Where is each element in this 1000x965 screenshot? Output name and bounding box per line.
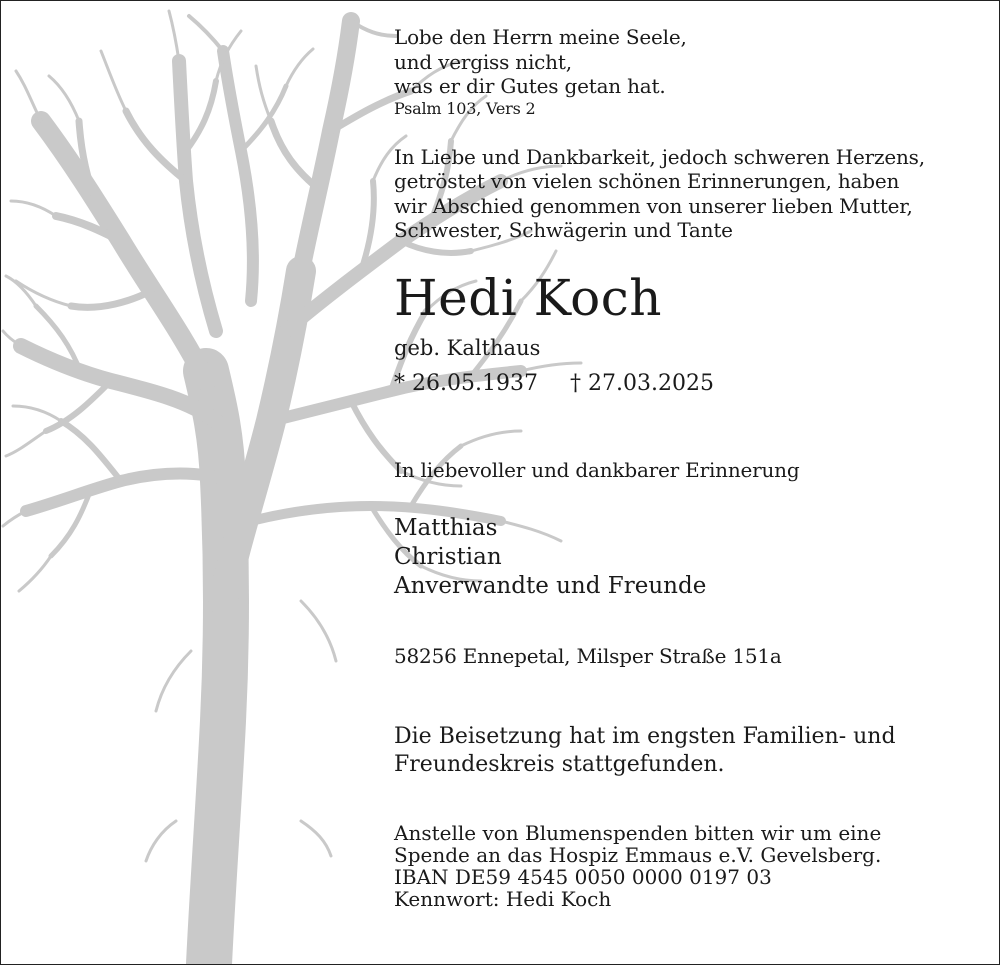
mourner-name: Christian: [394, 544, 502, 570]
verse-reference: Psalm 103, Vers 2: [394, 98, 536, 118]
address: 58256 Ennepetal, Milsper Straße 151a: [394, 644, 782, 668]
intro-line: In Liebe und Dankbarkeit, jedoch schweren Herzens,: [394, 144, 925, 169]
intro-line: getröstet von vielen schönen Erinnerungen, haben: [394, 169, 900, 193]
remembrance-line: In liebevoller und dankbarer Erinnerung: [394, 457, 800, 482]
maiden-name: geb. Kalthaus: [394, 335, 541, 360]
intro-line: Schwester, Schwägerin und Tante: [394, 218, 733, 242]
intro-line: wir Abschied genommen von unserer lieben Mutter,: [394, 193, 913, 218]
mourner-name: Anverwandte und Freunde: [394, 573, 707, 599]
birth-date: * 26.05.1937: [394, 370, 538, 396]
mourners-list: [394, 514, 984, 601]
life-dates: [394, 370, 984, 398]
verse-line: was er dir Gutes getan hat.: [394, 74, 666, 98]
deceased-name: Hedi Koch: [394, 268, 662, 327]
donation-iban: IBAN DE59 4545 0050 0000 0197 03: [394, 864, 772, 889]
death-date: † 27.03.2025: [570, 370, 714, 396]
funeral-line: Die Beisetzung hat im engsten Familien- und: [394, 723, 896, 749]
notice-text: [394, 25, 984, 910]
verse-line: und vergiss nicht,: [394, 49, 572, 74]
donation-request: [394, 822, 984, 910]
bible-verse: [394, 25, 984, 119]
funeral-note: [394, 723, 984, 779]
mourner-name: Matthias: [394, 515, 498, 541]
donation-line: Anstelle von Blumenspenden bitten wir um eine: [394, 820, 882, 845]
verse-line: Lobe den Herrn meine Seele,: [394, 25, 687, 49]
intro-text: [394, 145, 984, 243]
donation-keyword: Kennwort: Hedi Koch: [394, 886, 612, 911]
funeral-line: Freundeskreis stattgefunden.: [394, 751, 725, 777]
donation-line: Spende an das Hospiz Emmaus e.V. Gevelsberg.: [394, 842, 882, 867]
